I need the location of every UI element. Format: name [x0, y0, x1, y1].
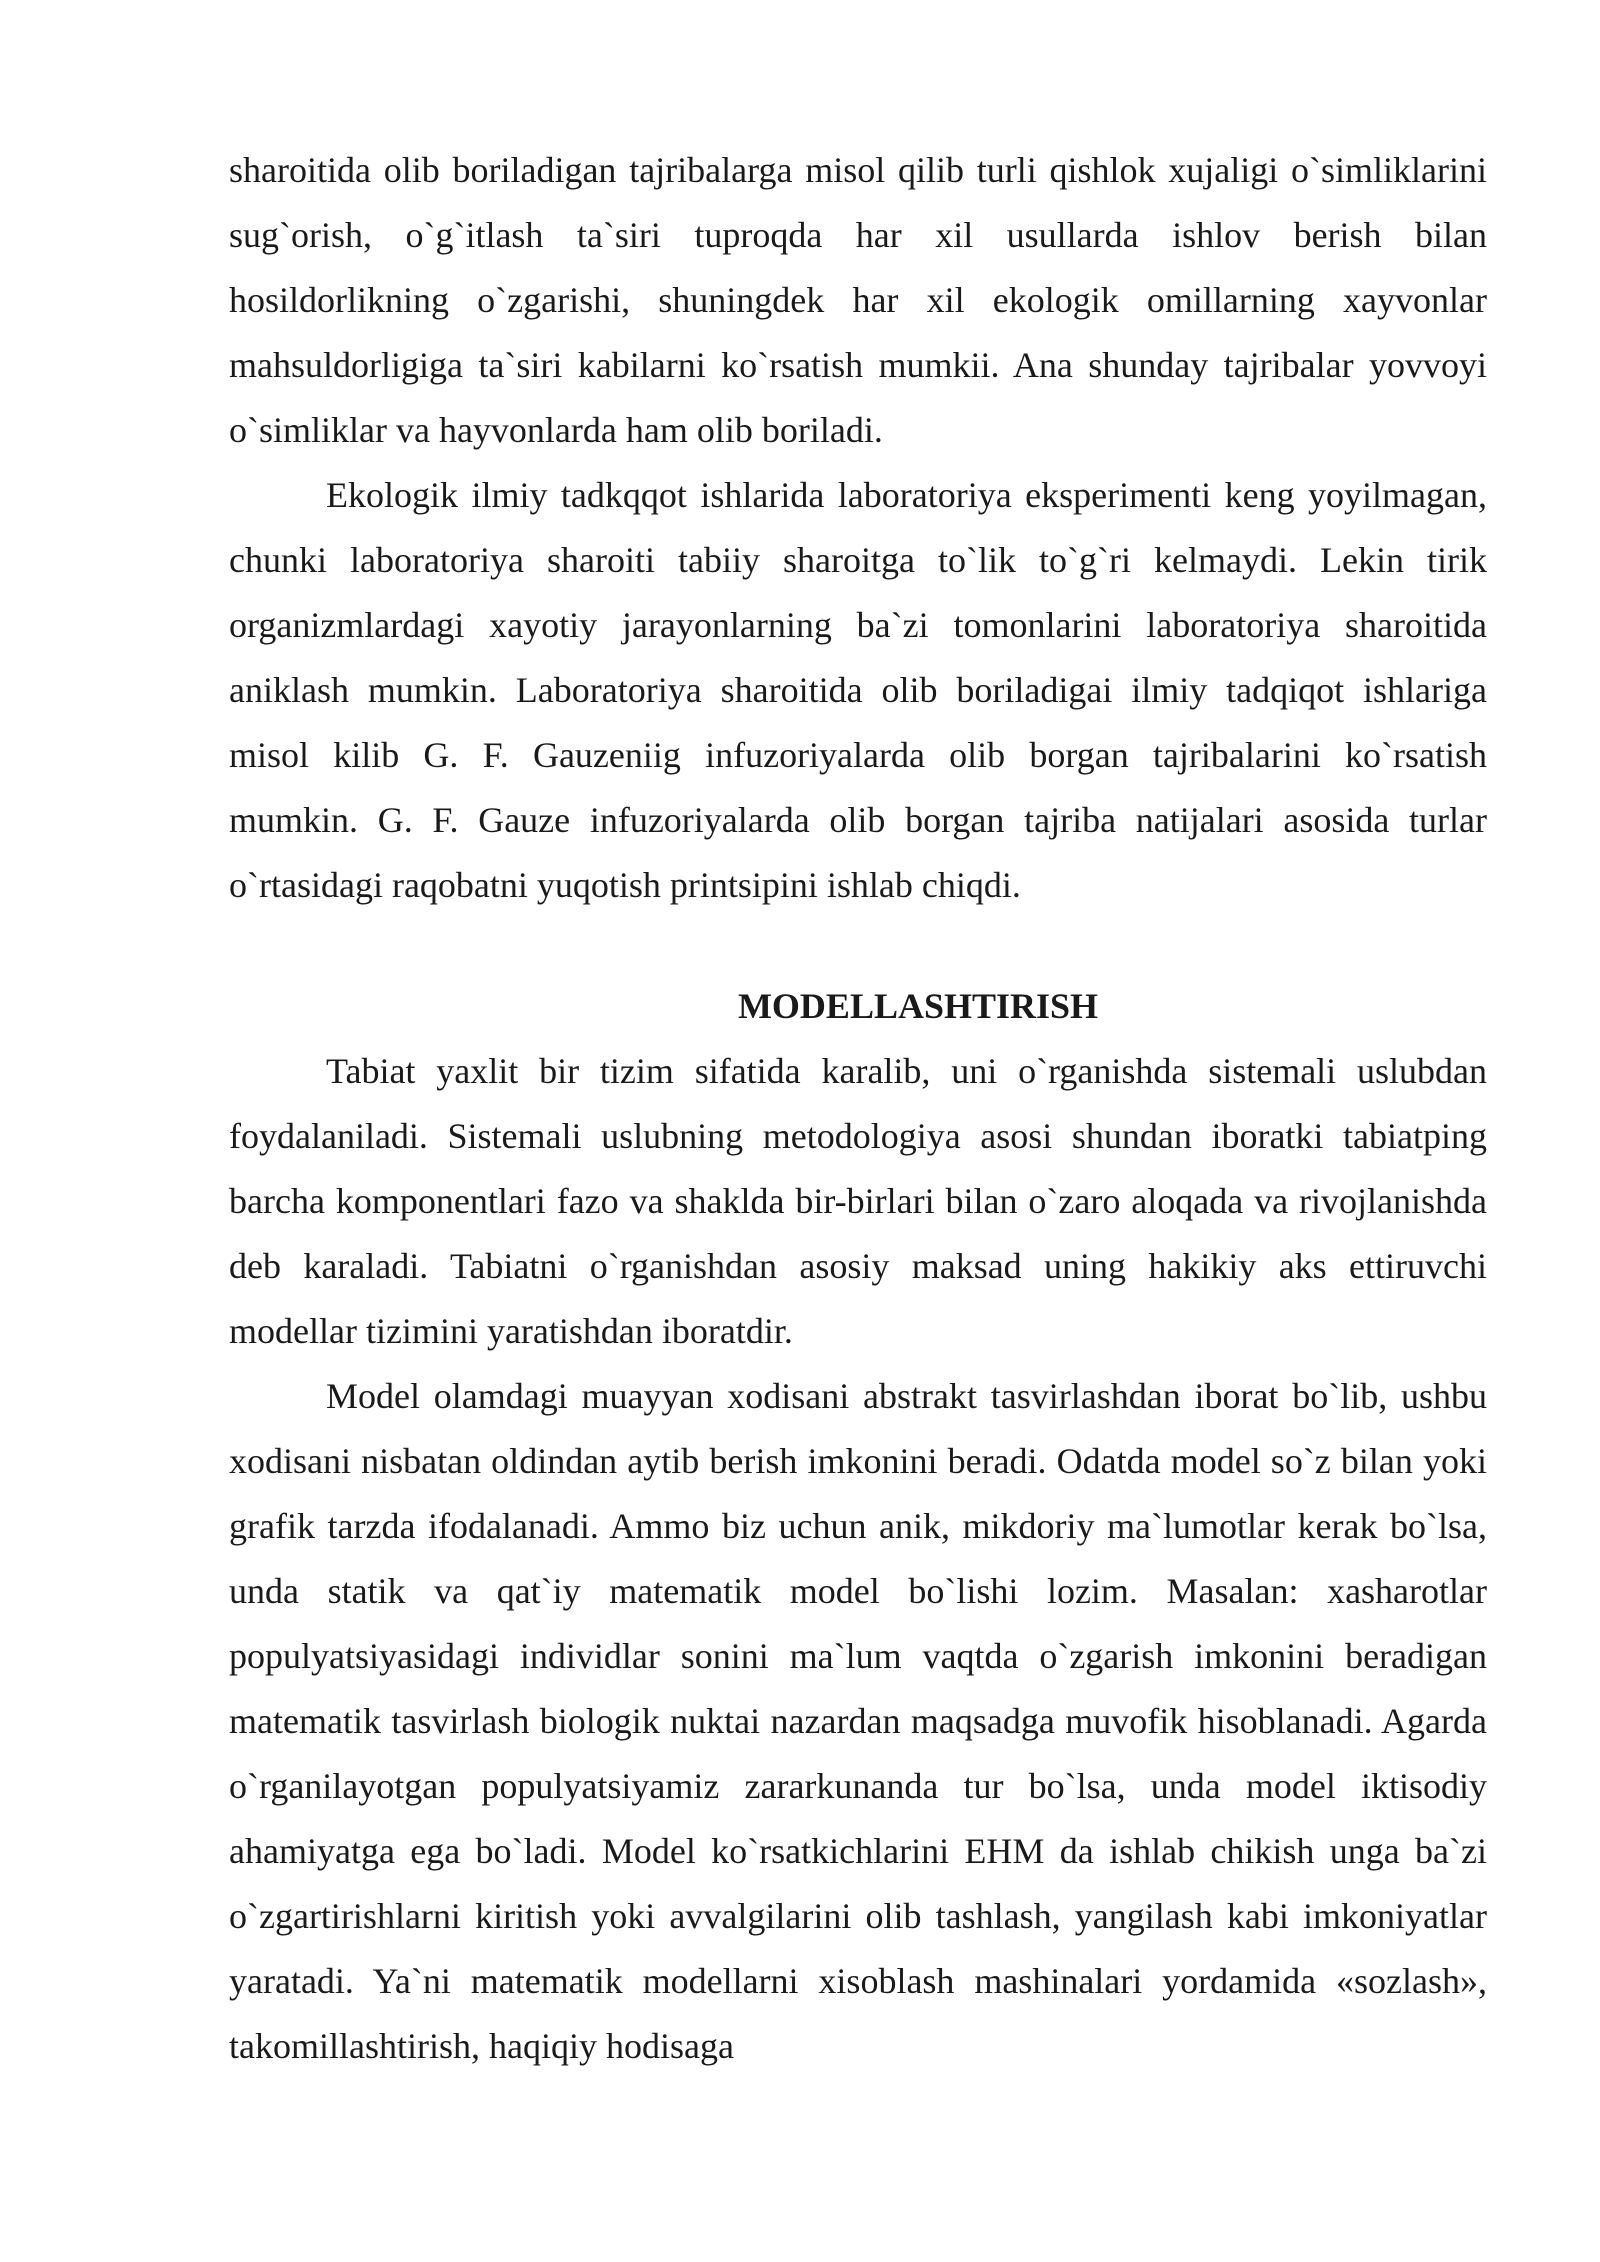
paragraph-systems-approach: Tabiat yaxlit bir tizim sifatida karalib, uni o`rganishda sistemali uslubdan foydalaniladi. Sistemali uslubning metodologiya asosi shundan iboratki tabiatping barcha komponentlari fazo va shaklda bir-birlari bilan o`zaro aloqada va rivojlanishda deb karaladi. Tabiatni o`rganishdan asosiy maksad uning hakikiy aks ettiruvchi modellar tizimini yaratishdan iboratdir. [229, 1051, 1487, 1351]
section-spacer [229, 918, 1487, 974]
document-page [229, 138, 1487, 2079]
paragraph-experiments-intro: sharoitida olib boriladigan tajribalarga misol qilib turli qishlok xujaligi o`simliklarini sug`orish, o`g`itlash ta`siri tuproqda har xil usullarda ishlov berish bilan hosildorlikning o`zgarishi, shuningdek har xil ekologik omillarning xayvonlar mahsuldorligiga ta`siri kabilarni ko`rsatish mumkii. Ana shunday tajribalar yovvoyi o`simliklar va hayvonlarda ham olib boriladi. [229, 150, 1487, 450]
paragraph-model-definition: Model olamdagi muayyan xodisani abstrakt tasvirlashdan iborat bo`lib, ushbu xodisani nisbatan oldindan aytib berish imkonini beradi. Odatda model so`z bilan yoki grafik tarzda ifodalanadi. Ammo biz uchun anik, mikdoriy ma`lumotlar kerak bo`lsa, unda statik va qat`iy matematik model bo`lishi lozim. Masalan: xasharotlar populyatsiyasidagi individlar sonini ma`lum vaqtda o`zgarish imkonini beradigan matematik tasvirlash biologik nuktai nazardan maqsadga muvofik hisoblanadi. Agarda o`rganilayotgan populyatsiyamiz zararkunanda tur bo`lsa, unda model iktisodiy ahamiyatga ega bo`ladi. Model ko`rsatkichlarini EHM da ishlab chikish unga ba`zi o`zgartirishlarni kiritish yoki avvalgilarini olib tashlash, yangilash kabi imkoniyatlar yaratadi. Ya`ni matematik modellarni xisoblash mashinalari yordamida «sozlash», takomillashtirish, haqiqiy hodisaga [229, 1376, 1487, 2066]
paragraph-laboratory-experiment: Ekologik ilmiy tadkqqot ishlarida laboratoriya eksperimenti keng yoyilmagan, chunki laboratoriya sharoiti tabiiy sharoitga to`lik to`g`ri kelmaydi. Lekin tirik organizmlardagi xayotiy jarayonlarning ba`zi tomonlarini laboratoriya sharoitida aniklash mumkin. Laboratoriya sharoitida olib boriladigai ilmiy tadqiqot ishlariga misol kilib G. F. Gauzeniig infuzoriyalarda olib borgan tajribalarini ko`rsatish mumkin. G. F. Gauze infuzoriyalarda olib borgan tajriba natijalari asosida turlar o`rtasidagi raqobatni yuqotish printsipini ishlab chiqdi. [229, 475, 1487, 905]
section-heading-modellashtirish: MODELLASHTIRISH [737, 986, 1099, 1026]
